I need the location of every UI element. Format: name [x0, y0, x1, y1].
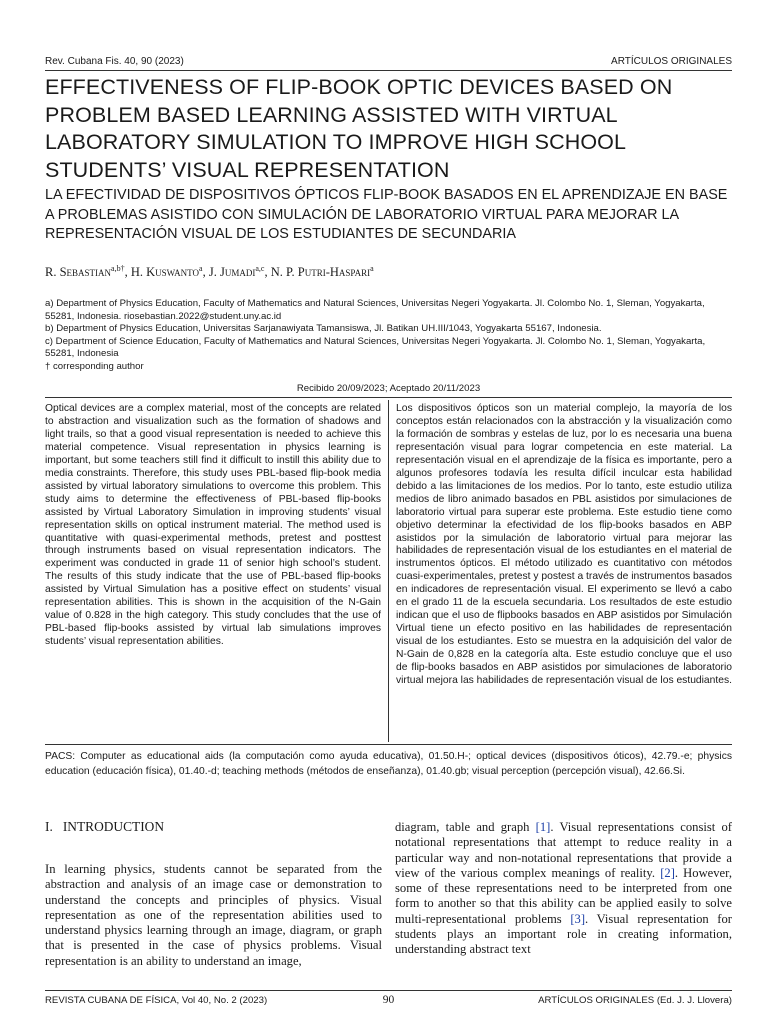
- affiliations: [45, 298, 735, 374]
- pacs-codes: PACS: Computer as educational aids (la computación como ayuda educativa), 01.50.H-; optical devices (dispositivos óticos), 42.79.-e; physics education (educación física), 01.40.-d; teaching methods (métodos de enseñanza), 01.40.gb; visual perception (percepción visual), 42.66.Si.: [45, 751, 732, 777]
- running-header: [45, 56, 732, 70]
- page-number: 90: [382, 994, 395, 1006]
- citation-link[interactable]: [1]: [535, 820, 551, 834]
- author: J. Jumadi$^{a,c}$,: [208, 264, 271, 280]
- abstract-divider: [388, 400, 389, 742]
- citation-link[interactable]: [3]: [570, 911, 586, 926]
- author: N. P. Putri-Haspari$^a$: [270, 264, 374, 280]
- abstract-top-rule: [45, 397, 732, 398]
- introduction-column-left: In learning physics, students cannot be separated from the abstraction and analysis of an image case or demonstration to understand the concepts and principles of physics. Visual representation as one of the representation abilities used to understand physics learning through an image, diagram, or graph that is presented in the case of physics problems. Visual representation is an ability to understand an image,: [45, 862, 382, 968]
- author: H. Kuswanto$^a$,: [130, 264, 209, 280]
- abstract-spanish: Los dispositivos ópticos son un material complejo, la mayoría de los conceptos están relacionados con la abstracción y la visualización como la formación de sombras y estelas de luz, por lo es necesaria una buena representación visual para lograr competencia en este material. La representación visual en el aprendizaje de la física es importante, pero a algunos profesores todavía les resulta difícil inculcar esta habilidad debido a las limitaciones de los medios. Por lo tanto, este estudio utiliza medios de libro animado basados en PBL asistidos por simulaciones de laboratorio virtual para superar este problema. Este estudio tiene como objetivo determinar la efectividad de los flip-books basados en ABP asistidos por la simulación de laboratorio virtual para mejorar las habilidades de representación visual de los estudiantes en el material de instrumentos ópticos. El método utilizado es cuantitativo con métodos cuasi-experimentales, pretest y postest a través de instrumentos basados en indicadores de representación visual. El experimento se llevó a cabo en el grado 11 de la escuela secundaria. Los resultados de este estudio indican que el uso de flipbooks basados en ABP asistidos por Simulación Virtual tiene un efecto positivo en las habilidades de representación visual de los estudiantes. Esto se muestra en la adquisición del valor de N-Gain de 0,828 en la categoría alta. Este estudio concluye que el uso de flip-books basados en ABP asistidos por simulaciones de laboratorio virtual mejora las habilidades de representación visual de los estudiantes.: [396, 403, 732, 687]
- article-title-english: EFFECTIVENESS OF FLIP-BOOK OPTIC DEVICES BASED ON PROBLEM BASED LEARNING ASSISTED WITH VIRTUAL LABORATORY SIMULATION TO IMPROVE HIGH SCHOOL STUDENTS’ VISUAL REPRESENTATION: [45, 75, 673, 182]
- affiliation-c: c) Department of Science Education, Faculty of Mathematics and Natural Sciences, Universitas Negeri Yogyakarta. Jl. Colombo No. 1, Sleman, Yogyakarta, 55281, Indonesia: [45, 335, 706, 360]
- author-list: [45, 264, 735, 280]
- page-footer: [45, 994, 732, 1010]
- abstract-english: Optical devices are a complex material, most of the concepts are related to abstraction and visualization such as the formation of shadows and light trails, so that a good visual representation is needed to achieve this material competence. Visual representation in physics learning is important, but some teachers still find it difficult to instill this ability due to media constraints. Therefore, this study uses PBL-based flip-book media assisted by virtual laboratory simulations to overcome this problem. This study aims to determine the effectiveness of PBL-based flip-books assisted by Virtual Laboratory Simulation in improving students’ visual representation skills on optical instrument material. The method used is quantitative with quasi-experimental methods, pretest and posttest through instruments based on visual representation indicators. The experiment was conducted in grade 11 of senior high school’s student. The results of this study indicate that the use of PBL-based flip-books assisted by Virtual Simulation has a positive effect on students’ visual representation abilities. This is shown in the acquisition of the N-Gain value of 0.828 in the high category. This study concludes that the use of PBL-based flip-books assisted by virtual lab simulations improves students’ visual representation abilities.: [45, 403, 381, 648]
- footer-rule: [45, 990, 732, 991]
- footer-journal: REVISTA CUBANA DE FÍSICA, Vol 40, No. 2 (2023): [45, 995, 268, 1006]
- footer-section: ARTÍCULOS ORIGINALES (Ed. J. J. Llovera): [538, 995, 732, 1006]
- header-rule: [45, 70, 732, 71]
- article-title-spanish: LA EFECTIVIDAD DE DISPOSITIVOS ÓPTICOS FLIP-BOOK BASADOS EN EL APRENDIZAJE EN BASE A PROBLEMAS ASISTIDO CON SIMULACIÓN DE LABORATORIO VIRTUAL PARA MEJORAR LA REPRESENTACIÓN VISUAL DE LOS ESTUDIANTES DE SECUNDARIA: [45, 187, 728, 242]
- received-dates: Recibido 20/09/2023; Aceptado 20/11/2023: [296, 383, 481, 394]
- affiliation-b: b) Department of Physics Education, Universitas Sarjanawiyata Tamansiswa, Jl. Batikan UH.III/1043, Yogyakarta 55167, Indonesia.: [45, 323, 602, 335]
- corresponding-author-note: † corresponding author: [45, 360, 144, 372]
- section-heading-introduction: I. INTRODUCTION: [45, 819, 165, 834]
- author: R. Sebastian$^{a,b\dagger}$,: [45, 264, 131, 280]
- citation-link[interactable]: [2]: [660, 865, 675, 880]
- abstract-bottom-rule: [45, 744, 732, 745]
- affiliation-a: a) Department of Physics Education, Faculty of Mathematics and Natural Sciences, Universitas Negeri Yogyakarta. Jl. Colombo No. 1, Sleman, Yogyakarta, 55281, Indonesia. riosebastian.2022@student.uny.ac.id: [45, 298, 705, 322]
- section-label: ARTÍCULOS ORIGINALES: [611, 56, 732, 67]
- journal-reference: Rev. Cubana Fis. 40, 90 (2023): [45, 56, 184, 67]
- introduction-column-right: diagram, table and graph [1]. Visual representations consist of notational representations that attempt to reduce reality in a particular way and non-notational representations that provide a view of the various complex meanings of reality. [2]. However, some of these representations need to be interpreted from one form to another so that this ability can be applied easily to solve multi-representational problems [3]. Visual representation for students plays an important role in creating information, understanding abstract text: [395, 820, 732, 957]
